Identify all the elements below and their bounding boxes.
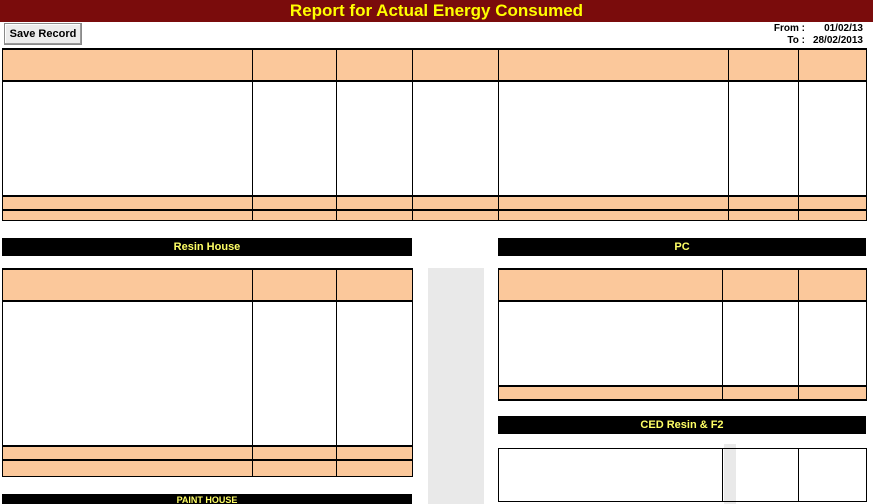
ced-cell: [798, 463, 866, 481]
plant-header-cell: [252, 50, 336, 64]
pc-cell: [722, 302, 798, 316]
plant-header-cell: [498, 50, 728, 64]
plant-cell: [798, 182, 866, 196]
plant-cell: [728, 154, 798, 168]
resin-header-cell: [336, 270, 412, 284]
to-label: To :: [787, 35, 805, 46]
resin-cell: [336, 372, 412, 386]
plant-cell: [798, 126, 866, 140]
plant-cell: [412, 182, 498, 196]
plant-cell: [252, 140, 336, 154]
plant-cell: [498, 154, 728, 168]
resin-row-label: [2, 316, 252, 330]
plant-cell: [412, 140, 498, 154]
resin-row-label: [2, 344, 252, 358]
plant-total-cell: [728, 196, 798, 210]
resin-cell: [336, 316, 412, 330]
resin-cell: [252, 432, 336, 446]
pc-header-cell: [722, 270, 798, 284]
resin-total-cell: [252, 446, 336, 460]
resin-cell: [252, 386, 336, 400]
resin-cell: [336, 358, 412, 372]
plant-cell: [412, 126, 498, 140]
resin-row-label: [2, 358, 252, 372]
resin-row-label: [2, 432, 252, 446]
plant-cell: [798, 154, 866, 168]
save-record-button[interactable]: Save Record: [4, 23, 82, 45]
resin-row-label: [2, 302, 252, 316]
grid-line: [252, 268, 253, 476]
resin-cell: [336, 330, 412, 344]
grid-line: [866, 448, 867, 501]
from-label: From :: [773, 23, 805, 34]
plant-cell: [252, 182, 336, 196]
plant-cell: [728, 140, 798, 154]
plant-cell: [336, 112, 412, 126]
pc-title: PC: [498, 238, 866, 256]
grid-line: [412, 268, 413, 476]
grid-line: [2, 459, 413, 461]
grid-line: [798, 448, 799, 501]
plant-header-cell: [2, 50, 252, 64]
plant-row-label: [2, 112, 252, 126]
plant-cell: [336, 98, 412, 112]
grid-line: [2, 268, 413, 270]
pc-cell: [722, 316, 798, 330]
from-date: 01/02/13: [824, 23, 863, 34]
plant-cell: [798, 98, 866, 112]
plant-total-label: [2, 196, 252, 210]
resin-row-label: [2, 400, 252, 414]
resin-row-label: [2, 414, 252, 432]
ced-cell: [722, 449, 798, 463]
plant-row-label: [2, 140, 252, 154]
grid-line: [2, 209, 867, 211]
grid-line: [2, 445, 413, 447]
plant-cell: [412, 168, 498, 182]
resin-total-cell: [336, 446, 412, 460]
plant-cell: [336, 168, 412, 182]
ced-cell: [798, 449, 866, 463]
plant-cell: [728, 182, 798, 196]
plant-cell: [498, 182, 728, 196]
grid-line: [498, 268, 499, 400]
grid-line: [498, 501, 867, 502]
grid-line: [498, 385, 867, 387]
pc-header-cell: [798, 270, 866, 284]
plant-cell: [498, 140, 728, 154]
date-range: [751, 23, 863, 47]
resin-total-label: [2, 446, 252, 460]
resin-header-cell: [2, 270, 252, 284]
plant-cell: [412, 154, 498, 168]
resin-row-label: [2, 386, 252, 400]
to-date: 28/02/2013: [812, 35, 863, 46]
pc-cell: [798, 302, 866, 316]
plant-cell: [336, 140, 412, 154]
pc-cell: [722, 372, 798, 386]
pc-row-label: [498, 358, 722, 372]
grid-line: [798, 268, 799, 400]
plant-row-label: [2, 84, 252, 98]
grid-line: [866, 268, 867, 400]
resin-cell: [336, 386, 412, 400]
resin-cell: [336, 344, 412, 358]
pc-cell: [798, 358, 866, 372]
ced-cell: [722, 481, 798, 501]
plant-cell: [252, 98, 336, 112]
pc-cell: [722, 344, 798, 358]
plant-cell: [336, 84, 412, 98]
plant-cell: [252, 154, 336, 168]
ced-row-label: [498, 449, 722, 463]
pc-row-label: [498, 302, 722, 316]
report-title: Report for Actual Energy Consumed: [0, 0, 873, 22]
plant-cell: [498, 112, 728, 126]
resin-cell: [252, 358, 336, 372]
pc-cell: [798, 344, 866, 358]
plant-cell: [412, 112, 498, 126]
resin-cell: [336, 400, 412, 414]
pc-row-label: [498, 372, 722, 386]
resin-cell: [252, 400, 336, 414]
plant-row-label: [2, 168, 252, 182]
resin-cell: [336, 302, 412, 316]
plant-row-label: [2, 154, 252, 168]
ced-cell: [798, 481, 866, 501]
grid-line: [2, 476, 413, 477]
resin-cell: [252, 330, 336, 344]
pc-cell: [722, 358, 798, 372]
ced-title: CED Resin & F2: [498, 416, 866, 434]
plant-cell: [728, 126, 798, 140]
plant-cell: [336, 154, 412, 168]
plant-header-cell: [336, 50, 412, 64]
pc-cell: [798, 372, 866, 386]
grid-line: [336, 268, 337, 476]
plant-cell: [728, 112, 798, 126]
plant-cell: [728, 168, 798, 182]
plant-cell: [412, 98, 498, 112]
plant-row-label: [2, 98, 252, 112]
plant-cell: [798, 140, 866, 154]
grid-line: [2, 195, 867, 197]
paint-house-title: PAINT HOUSE: [2, 494, 412, 504]
plant-header-cell: [798, 50, 866, 64]
plant-cell: [336, 182, 412, 196]
plant-cell: [412, 84, 498, 98]
grid-line: [2, 80, 867, 82]
grid-line: [498, 448, 499, 501]
plant-cell: [798, 112, 866, 126]
grid-line: [498, 448, 867, 449]
pc-header-cell: [498, 270, 722, 284]
resin-cell: [252, 344, 336, 358]
plant-cell: [728, 84, 798, 98]
resin-cell: [252, 414, 336, 432]
plant-total-cell: [252, 196, 336, 210]
plant-cell: [798, 84, 866, 98]
plant-cell: [252, 112, 336, 126]
plant-header-cell: [412, 50, 498, 64]
grid-line: [722, 268, 723, 400]
resin-cell: [252, 372, 336, 386]
plant-row-label: [2, 182, 252, 196]
plant-cell: [252, 168, 336, 182]
plant-row-label: [2, 126, 252, 140]
plant-cell: [498, 98, 728, 112]
pc-total-cell: [798, 386, 866, 400]
resin-cell: [252, 316, 336, 330]
pc-total-label: [498, 386, 722, 400]
pc-cell: [798, 330, 866, 344]
pc-row-label: [498, 330, 722, 344]
grid-line: [498, 268, 867, 270]
plant-header-cell: [728, 50, 798, 64]
plant-total-cell: [498, 196, 728, 210]
ced-row-label: [498, 481, 722, 501]
plant-total-cell: [798, 196, 866, 210]
plant-total-cell: [336, 196, 412, 210]
resin-cell: [252, 302, 336, 316]
pc-row-label: [498, 316, 722, 330]
plant-cell: [252, 84, 336, 98]
pc-row-label: [498, 344, 722, 358]
pc-cell: [798, 316, 866, 330]
plant-cell: [336, 126, 412, 140]
resin-house-title: Resin House: [2, 238, 412, 256]
plant-cell: [798, 168, 866, 182]
plant-cell: [498, 168, 728, 182]
pc-cell: [722, 330, 798, 344]
pc-total-cell: [722, 386, 798, 400]
plant-cell: [728, 98, 798, 112]
plant-cell: [498, 126, 728, 140]
grid-line: [498, 399, 867, 401]
resin-header-cell: [252, 270, 336, 284]
resin-cell: [336, 414, 412, 432]
ced-row-label: [498, 463, 722, 481]
plant-total-cell: [412, 196, 498, 210]
grid-line: [2, 48, 867, 50]
grey-gap: [428, 268, 484, 504]
plant-cell: [498, 84, 728, 98]
grid-line: [722, 448, 723, 501]
plant-cell: [252, 126, 336, 140]
resin-cell: [336, 432, 412, 446]
resin-row-label: [2, 330, 252, 344]
grid-line: [2, 220, 867, 221]
ced-cell: [722, 463, 798, 481]
resin-row-label: [2, 372, 252, 386]
grid-line: [2, 268, 3, 476]
